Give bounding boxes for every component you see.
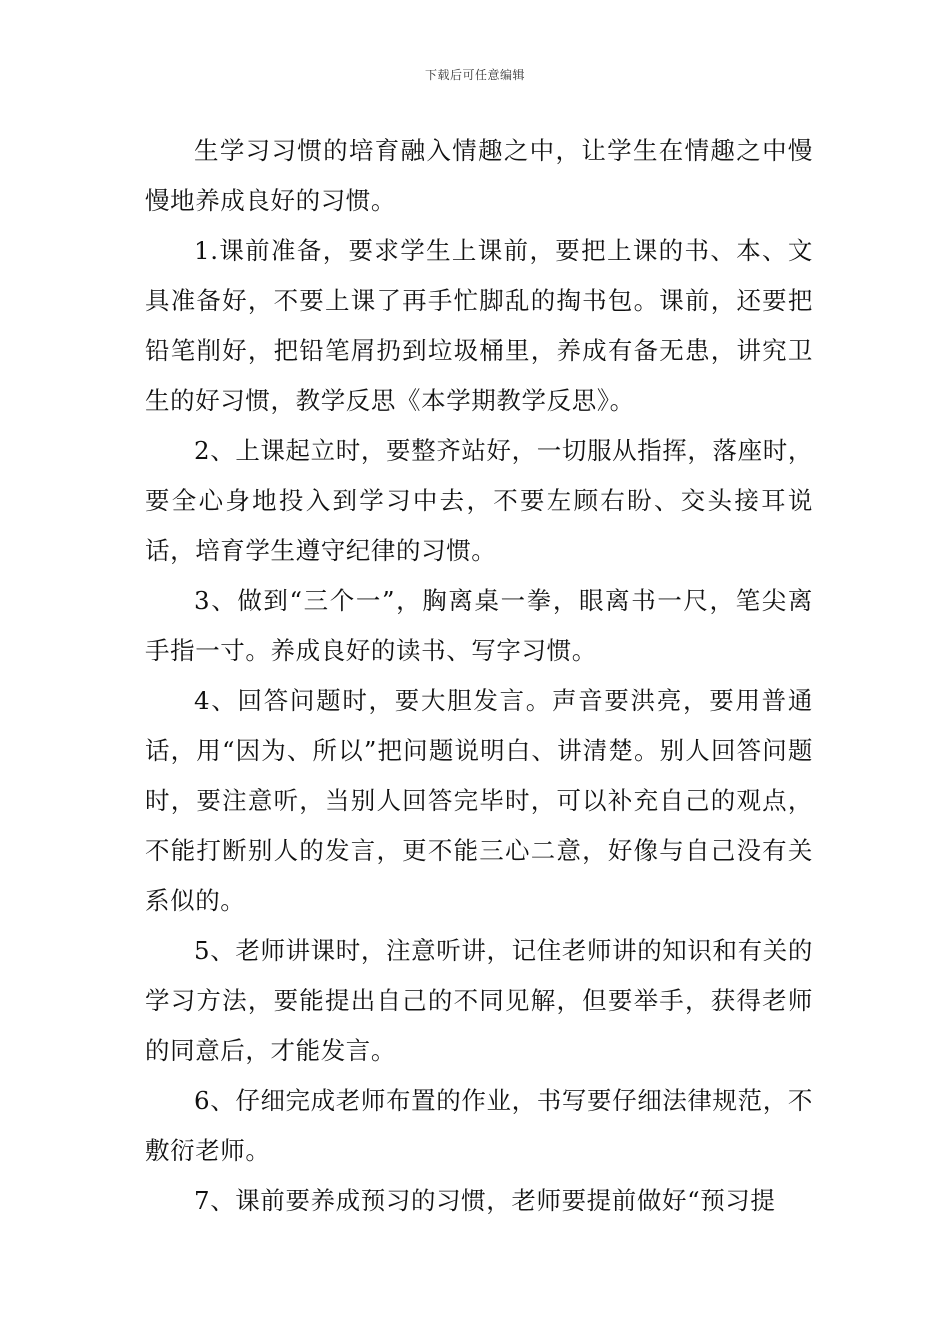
paragraph-item-7: 7、课前要养成预习的习惯，老师要提前做好“预习提 (194, 1186, 776, 1215)
paragraph-item-2: 2、上课起立时，要整齐站好，一切服从指挥，落座时，要全心身地投入到学习中去，不要左顾右盼、交头接耳说话，培育学生遵守纪律的习惯。 (145, 436, 813, 565)
paragraph-item-4: 4、回答问题时，要大胆发言。声音要洪亮，要用普通话，用“因为、所以”把问题说明白、讲清楚。别人回答问题时，要注意听，当别人回答完毕时，可以补充自己的观点，不能打断别人的发言，更不能三心二意，好像与自己没有关系似的。 (145, 686, 813, 915)
document-body (145, 126, 813, 1226)
page-header-note: 下载后可任意编辑 (424, 68, 525, 82)
paragraph-item-1: 1.课前准备，要求学生上课前，要把上课的书、本、文具准备好，不要上课了再手忙脚乱的掏书包。课前，还要把铅笔削好，把铅笔屑扔到垃圾桶里，养成有备无患，讲究卫生的好习惯，教学反思《本学期教学反思》。 (145, 236, 813, 415)
paragraph-item-3: 3、做到“三个一”，胸离桌一拳，眼离书一尺，笔尖离手指一寸。养成良好的读书、写字习惯。 (145, 586, 813, 665)
paragraph-item-5: 5、老师讲课时，注意听讲，记住老师讲的知识和有关的学习方法，要能提出自己的不同见解，但要举手，获得老师的同意后，才能发言。 (145, 936, 813, 1065)
paragraph-item-6: 6、仔细完成老师布置的作业，书写要仔细法律规范，不敷衍老师。 (145, 1086, 813, 1165)
paragraph-intro: 生学习习惯的培育融入情趣之中，让学生在情趣之中慢慢地养成良好的习惯。 (145, 136, 813, 215)
